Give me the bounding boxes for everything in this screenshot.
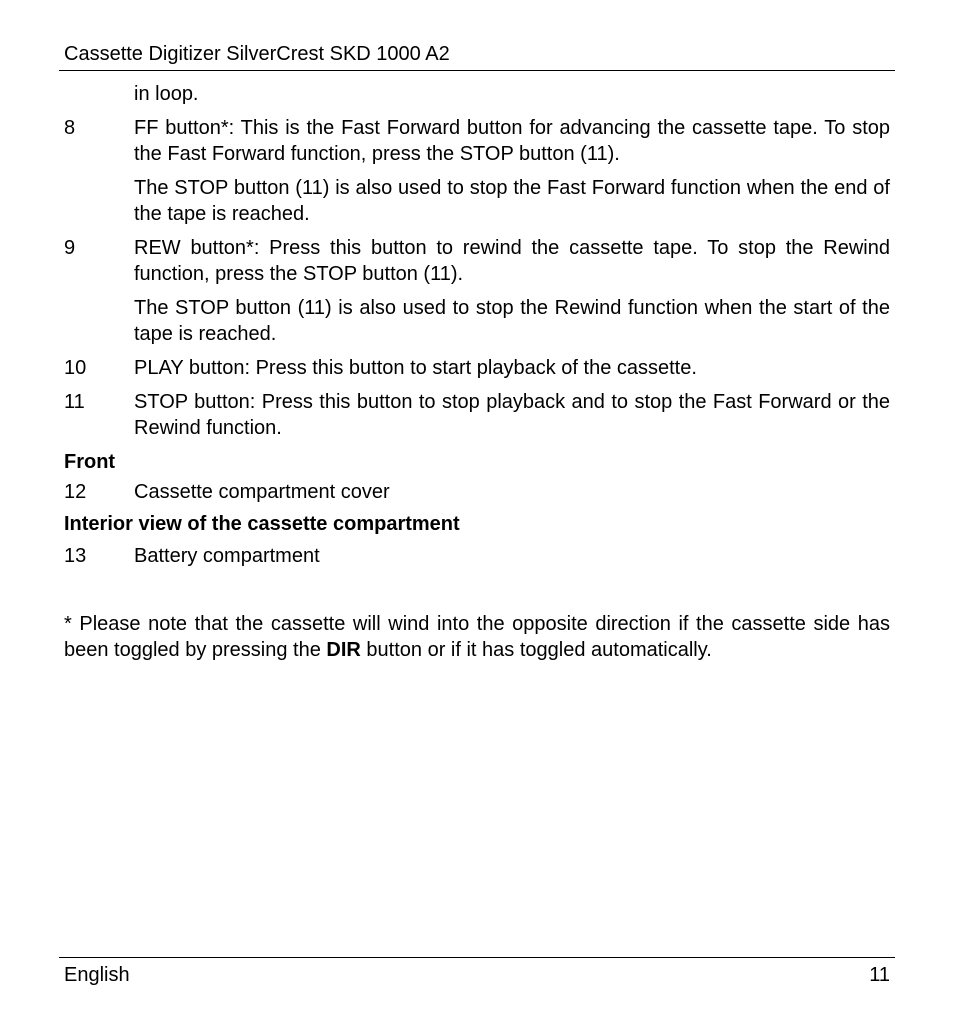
item-text: REW button*: Press this button to rewind the cassette tape. To stop the Rewind function, press the STOP button (11). bbox=[134, 237, 890, 285]
item-text: Cassette compartment cover bbox=[134, 481, 390, 503]
item-text: PLAY button: Press this button to start playback of the cassette. bbox=[134, 357, 697, 379]
item-number: 10 bbox=[64, 357, 87, 379]
page-content bbox=[64, 81, 890, 663]
list-item-9 bbox=[64, 235, 890, 287]
footnote-text-start: * Please note that the cassette will wind into the opposite direction if the cassette side has been toggled by pressing the bbox=[64, 613, 890, 661]
footnote bbox=[64, 611, 890, 663]
list-item-8 bbox=[64, 115, 890, 167]
footnote-dir-bold: DIR bbox=[326, 639, 361, 661]
item-text: FF button*: This is the Fast Forward button for advancing the cassette tape. To stop the Fast Forward function, press the STOP button (11). bbox=[134, 117, 890, 165]
footnote-text-end: button or if it has toggled automatically. bbox=[360, 639, 712, 661]
list-item-11 bbox=[64, 389, 890, 441]
section-heading-interior: Interior view of the cassette compartment bbox=[64, 513, 460, 535]
item-number: 8 bbox=[64, 117, 76, 139]
continuation-line: in loop. bbox=[134, 83, 199, 105]
list-item-13 bbox=[64, 543, 890, 569]
running-header: Cassette Digitizer SilverCrest SKD 1000 A2 bbox=[64, 43, 450, 65]
item-9-note: The STOP button (11) is also used to stop the Rewind function when the start of the tape is reached. bbox=[134, 297, 890, 345]
list-item-10 bbox=[64, 355, 890, 381]
section-heading-front: Front bbox=[64, 451, 116, 473]
item-number: 12 bbox=[64, 481, 87, 503]
list-item-12 bbox=[64, 479, 890, 505]
footer-language: English bbox=[64, 964, 130, 986]
item-number: 13 bbox=[64, 545, 87, 567]
footer-rule bbox=[59, 957, 895, 958]
item-number: 9 bbox=[64, 237, 76, 259]
item-text: STOP button: Press this button to stop playback and to stop the Fast Forward or the Rewind function. bbox=[134, 391, 890, 439]
item-number: 11 bbox=[64, 391, 85, 413]
page-number: 11 bbox=[869, 964, 890, 986]
item-8-note: The STOP button (11) is also used to stop the Fast Forward function when the end of the tape is reached. bbox=[134, 177, 890, 225]
header-rule bbox=[59, 70, 895, 71]
item-text: Battery compartment bbox=[134, 545, 320, 567]
